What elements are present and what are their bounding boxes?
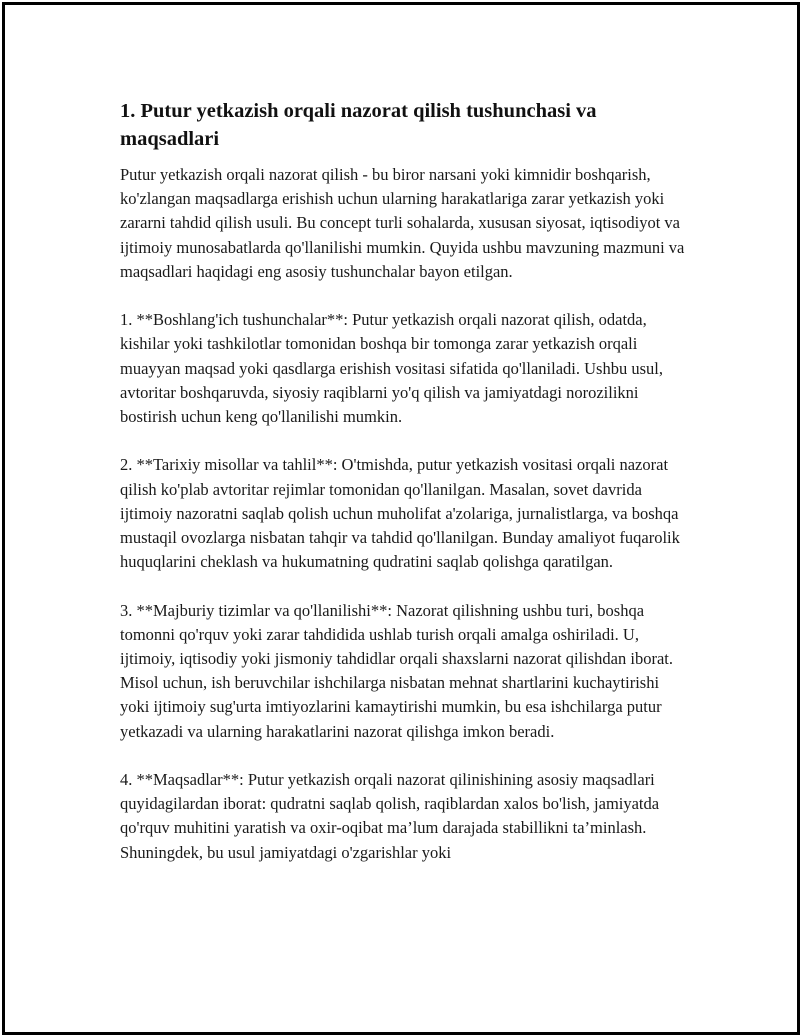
- paragraph-3-coercive-systems: 3. **Majburiy tizimlar va qo'llanilishi**: Nazorat qilishning ushbu turi, boshqa tomonni qo'rquv yoki zarar tahdidida ushlab turish orqali amalga oshiriladi. U, ijtimoiy, iqtisodiy yoki jismoniy tahdidlar orqali shaxslarni nazorat qilishdan iborat. Misol uchun, ish beruvchilar ishchilarga nisbatan mehnat shartlarini kuchaytirishi yoki ijtimoiy sug'urta imtiyozlarini kamaytirishi mumkin, bu esa ishchilarga putur yetkazadi va ularning harakatlarini nazorat qilishga imkon beradi.: [120, 600, 673, 741]
- document-body: [120, 97, 690, 889]
- paragraph-1-basic-concepts: 1. **Boshlang'ich tushunchalar**: Putur yetkazish orqali nazorat qilish, odatda, kishilar yoki tashkilotlar tomonidan boshqa bir tomonga zarar yetkazish orqali muayyan maqsad yoki qasdlarga erishish vositasi sifatida qo'llaniladi. Ushbu usul, avtoritar boshqaruvda, siyosiy raqiblarni yo'q qilish va jamiyatdagi norozilikni bostirish uchun keng qo'llanilishi mumkin.: [120, 310, 663, 427]
- intro-paragraph: Putur yetkazish orqali nazorat qilish - bu biror narsani yoki kimnidir boshqarish, ko'zlangan maqsadlarga erishish uchun ularning harakatlariga zarar yetkazish yoki zararni tahdid qilish usuli. Bu concept turli sohalarda, xususan siyosat, iqtisodiyot va ijtimoiy munosabatlarda qo'llanilishi mumkin. Quyida ushbu mavzuning mazmuni va maqsadlari haqidagi eng asosiy tushunchalar bayon etilgan.: [120, 165, 685, 281]
- paragraph-4-goals: 4. **Maqsadlar**: Putur yetkazish orqali nazorat qilinishining asosiy maqsadlari quyidagilardan iborat: qudratni saqlab qolish, raqiblardan xalos bo'lish, jamiyatda qo'rquv muhitini yaratish va oxir-oqibat ma’lum darajada stabillikni ta’minlash. Shuningdek, bu usul jamiyatdagi o'zgarishlar yoki: [120, 770, 660, 862]
- paragraph-2-historical-examples: 2. **Tarixiy misollar va tahlil**: O'tmishda, putur yetkazish vositasi orqali nazorat qilish ko'plab avtoritar rejimlar tomonidan qo'llanilgan. Masalan, sovet davrida ijtimoiy nazoratni saqlab qolish uchun muholifat a'zolariga, jurnalistlarga, va boshqa mustaqil ovozlarga nisbatan tahqir va tahdid qo'llanilgan. Bunday amaliyot fuqarolik huquqlarini cheklash va hukumatning qudratini saqlab qolishga qaratilgan.: [120, 455, 680, 572]
- page-frame: [2, 2, 800, 1035]
- section-title: 1. Putur yetkazish orqali nazorat qilish tushunchasi va maqsadlari: [120, 100, 597, 150]
